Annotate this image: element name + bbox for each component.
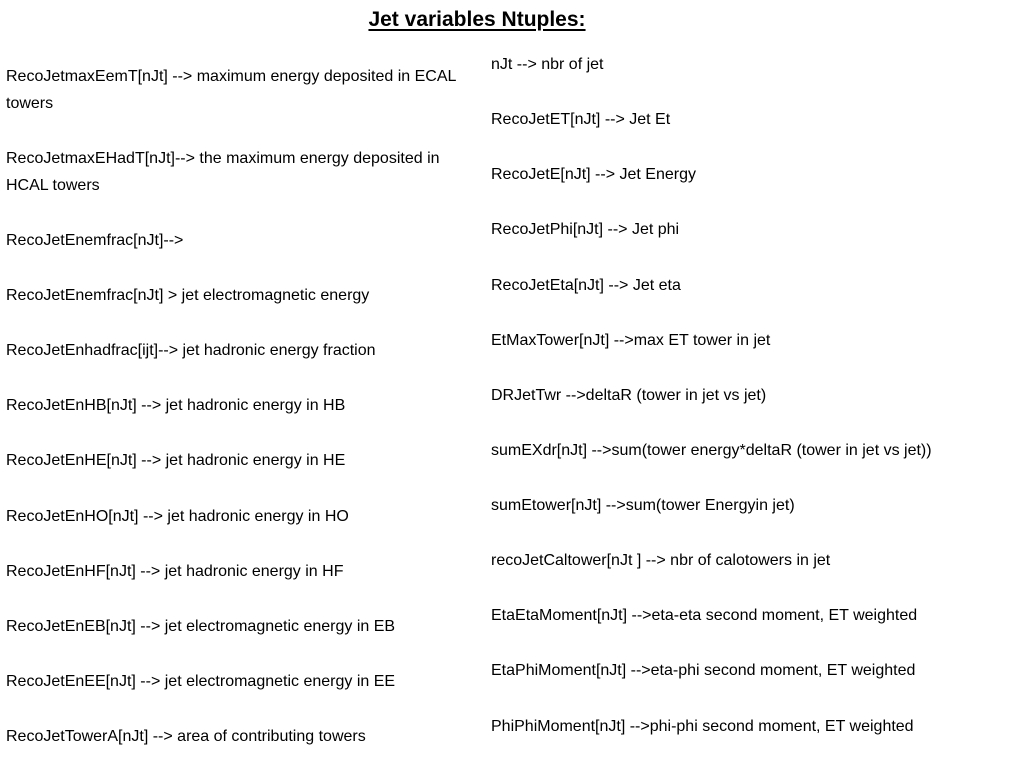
left-entry-3: RecoJetEnemfrac[nJt]--> — [6, 232, 184, 249]
right-entry-1: nJt --> nbr of jet — [491, 56, 604, 73]
left-entry-6: RecoJetEnHB[nJt] --> jet hadronic energy in HB — [6, 397, 346, 414]
left-entry-5: RecoJetEnhadfrac[ijt]--> jet hadronic energy fraction — [6, 342, 376, 359]
left-entry-11: RecoJetEnEE[nJt] --> jet electromagnetic energy in EE — [6, 673, 396, 690]
right-entry-4: RecoJetPhi[nJt] --> Jet phi — [491, 221, 680, 238]
right-entry-6: EtMaxTower[nJt] -->max ET tower in jet — [491, 332, 771, 349]
right-entry-12: EtaPhiMoment[nJt] -->eta-phi second moment, ET weighted — [491, 662, 916, 679]
left-entry-1: RecoJetmaxEemT[nJt] --> maximum energy deposited in ECAL towers — [6, 68, 456, 112]
right-entry-3: RecoJetE[nJt] --> Jet Energy — [491, 166, 696, 183]
left-entry-7: RecoJetEnHE[nJt] --> jet hadronic energy in HE — [6, 452, 346, 469]
left-entry-9: RecoJetEnHF[nJt] --> jet hadronic energy in HF — [6, 563, 344, 580]
left-entry-4: RecoJetEnemfrac[nJt] > jet electromagnetic energy — [6, 287, 370, 304]
right-entry-7: DRJetTwr -->deltaR (tower in jet vs jet) — [491, 387, 767, 404]
right-entry-11: EtaEtaMoment[nJt] -->eta-eta second moment, ET weighted — [491, 607, 918, 624]
right-entry-13: PhiPhiMoment[nJt] -->phi-phi second moment, ET weighted — [491, 718, 914, 735]
left-entry-8: RecoJetEnHO[nJt] --> jet hadronic energy in HO — [6, 508, 349, 525]
right-entry-5: RecoJetEta[nJt] --> Jet eta — [491, 277, 681, 294]
left-entry-10: RecoJetEnEB[nJt] --> jet electromagnetic energy in EB — [6, 618, 396, 635]
left-entry-12: RecoJetTowerA[nJt] --> area of contributing towers — [6, 728, 366, 745]
left-entry-2: RecoJetmaxEHadT[nJt]--> the maximum energy deposited in HCAL towers — [6, 150, 440, 194]
right-entry-2: RecoJetET[nJt] --> Jet Et — [491, 111, 671, 128]
right-entry-9: sumEtower[nJt] -->sum(tower Energyin jet) — [491, 497, 795, 514]
right-entry-8: sumEXdr[nJt] -->sum(tower energy*deltaR (tower in jet vs jet)) — [491, 442, 932, 459]
right-entry-10: recoJetCaltower[nJt ] --> nbr of calotowers in jet — [491, 552, 831, 569]
page-title: Jet variables Ntuples: — [368, 8, 586, 31]
